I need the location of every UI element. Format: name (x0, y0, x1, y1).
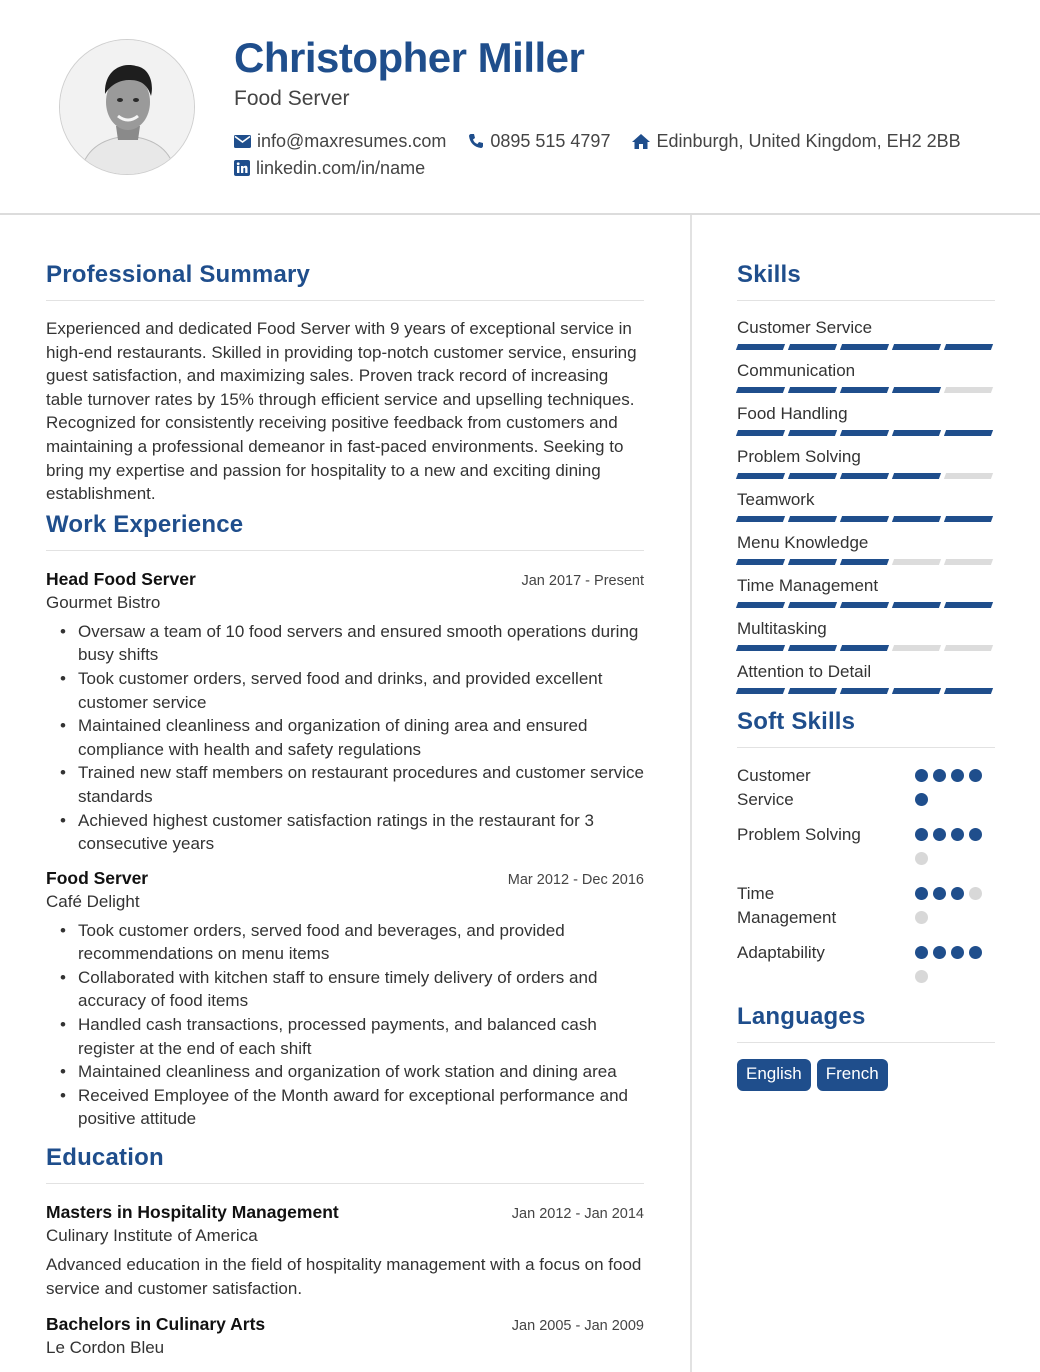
education-heading: Education (46, 1144, 164, 1172)
skill-level-segment (840, 430, 889, 436)
rating-dot (969, 887, 982, 900)
contact-address (632, 131, 960, 152)
email-text: info@maxresumes.com (257, 130, 447, 151)
skill-level-segment (788, 602, 837, 608)
envelope-icon (234, 135, 251, 148)
skill-level-segment (944, 645, 993, 651)
skill-level-segment (736, 559, 785, 565)
job-title: Food Server (46, 867, 149, 888)
skill-level-bar (737, 387, 995, 393)
job-entry (46, 567, 644, 856)
section-divider (46, 1183, 644, 1184)
skill-level-segment (944, 559, 993, 565)
skills-list (737, 317, 995, 704)
skill-level-segment (788, 559, 837, 565)
education-description: Advanced education in the field of hospitality management with a focus on food service and customer satisfaction. (46, 1255, 642, 1298)
language-badge: French (817, 1059, 888, 1091)
rating-dot (951, 946, 964, 959)
skill-level-segment (892, 559, 941, 565)
skill-level-segment (736, 602, 785, 608)
contact-info (234, 130, 1014, 184)
job-bullets (46, 919, 644, 1131)
skill-level-segment (892, 516, 941, 522)
address-text: Edinburgh, United Kingdom, EH2 2BB (656, 130, 961, 151)
job-bullets (46, 620, 644, 856)
skill-name: Menu Knowledge (737, 533, 869, 552)
skill-level-segment (944, 688, 993, 694)
summary-section (46, 258, 644, 506)
education-entry (46, 1200, 644, 1300)
skill-level-segment (840, 602, 889, 608)
soft-skill-name: Time Management (737, 884, 837, 927)
skill-level-bar (737, 688, 995, 694)
skill-level-segment (840, 473, 889, 479)
skill-level-segment (736, 387, 785, 393)
skill-level-segment (840, 344, 889, 350)
summary-heading: Professional Summary (46, 261, 311, 288)
skill-name: Time Management (737, 576, 879, 595)
section-divider (737, 300, 995, 301)
skill-name: Problem Solving (737, 447, 861, 466)
skill-level-segment (788, 516, 837, 522)
candidate-title: Food Server (234, 87, 350, 110)
skill-level-segment (892, 430, 941, 436)
rating-dot (969, 769, 982, 782)
soft-skill-item (737, 941, 995, 994)
skill-level-bar (737, 473, 995, 479)
rating-dot (933, 828, 946, 841)
skill-item (737, 532, 995, 575)
home-icon (632, 134, 650, 149)
education-dates: Jan 2012 - Jan 2014 (511, 1206, 644, 1223)
rating-dot (915, 887, 928, 900)
education-dates: Jan 2005 - Jan 2009 (511, 1318, 644, 1335)
soft-skill-rating (915, 941, 995, 994)
list-item: • Trained new staff members on restaurant procedures and customer service standards (60, 761, 644, 808)
soft-skill-item (737, 882, 995, 935)
skill-level-segment (788, 344, 837, 350)
skill-name: Attention to Detail (737, 662, 872, 681)
list-item: • Took customer orders, served food and beverages, and provided recommendations on menu items (60, 919, 644, 966)
skill-level-segment (840, 387, 889, 393)
rating-dot (969, 946, 982, 959)
phone-icon (468, 133, 484, 149)
job-entry (46, 866, 644, 1131)
rating-dot (915, 828, 928, 841)
soft-skill-name: Customer Service (737, 766, 811, 809)
sidebar-column (737, 258, 995, 1091)
rating-dot (915, 769, 928, 782)
experience-heading: Work Experience (46, 510, 244, 538)
soft-skills-heading: Soft Skills (737, 708, 856, 735)
skill-name: Multitasking (737, 619, 827, 638)
list-item: • Achieved highest customer satisfaction ratings in the restaurant for 3 consecutive years (60, 809, 644, 856)
rating-dot (933, 946, 946, 959)
list-item: • Oversaw a team of 10 food servers and ensured smooth operations during busy shifts (60, 620, 644, 667)
candidate-name: Christopher Miller (234, 34, 585, 81)
education-entry (46, 1312, 644, 1359)
skill-level-bar (737, 559, 995, 565)
skill-item (737, 317, 995, 360)
rating-dot (915, 946, 928, 959)
list-item: • Received Employee of the Month award for exceptional performance and positive attitude (60, 1084, 644, 1131)
skill-level-segment (736, 473, 785, 479)
linkedin-text: linkedin.com/in/name (256, 157, 426, 178)
skill-level-segment (892, 688, 941, 694)
list-item: • Maintained cleanliness and organization of dining area and ensured compliance with health and safety regulations (60, 714, 644, 761)
school-name: Culinary Institute of America (46, 1226, 258, 1246)
languages-heading: Languages (737, 1003, 866, 1030)
rating-dot (915, 852, 928, 865)
experience-section (46, 508, 644, 1131)
skill-name: Teamwork (737, 490, 815, 509)
skill-level-segment (788, 387, 837, 393)
languages-list (737, 1059, 995, 1091)
skill-name: Communication (737, 361, 856, 380)
skill-level-segment (736, 430, 785, 436)
skill-item (737, 618, 995, 661)
contact-email[interactable] (234, 131, 446, 152)
skill-level-segment (736, 645, 785, 651)
skill-level-bar (737, 602, 995, 608)
rating-dot (969, 828, 982, 841)
section-divider (46, 300, 644, 301)
rating-dot (951, 887, 964, 900)
skill-level-segment (840, 688, 889, 694)
section-divider (46, 550, 644, 551)
contact-linkedin[interactable] (234, 158, 425, 179)
skill-level-bar (737, 516, 995, 522)
skill-level-segment (944, 344, 993, 350)
contact-phone[interactable] (468, 131, 610, 152)
skill-item (737, 661, 995, 704)
skill-level-segment (944, 387, 993, 393)
soft-skill-item (737, 823, 995, 876)
section-divider (737, 747, 995, 748)
rating-dot (951, 828, 964, 841)
skill-level-segment (736, 688, 785, 694)
list-item: • Maintained cleanliness and organization of work station and dining area (60, 1060, 644, 1084)
column-divider (690, 215, 692, 1372)
list-item: • Took customer orders, served food and drinks, and provided excellent customer service (60, 667, 644, 714)
job-company: Café Delight (46, 891, 140, 911)
skill-level-segment (736, 344, 785, 350)
rating-dot (915, 793, 928, 806)
soft-skill-rating (915, 764, 995, 817)
rating-dot (933, 887, 946, 900)
phone-text: 0895 515 4797 (490, 130, 611, 151)
soft-skill-item (737, 764, 995, 817)
skill-level-segment (892, 387, 941, 393)
soft-skill-name: Problem Solving (737, 825, 861, 844)
skill-level-segment (788, 473, 837, 479)
linkedin-icon (234, 160, 250, 176)
soft-skills-list (737, 764, 995, 994)
soft-skill-rating (915, 882, 995, 935)
soft-skills-section (737, 705, 995, 994)
skill-level-segment (788, 688, 837, 694)
section-divider (737, 1042, 995, 1043)
language-badge: English (737, 1059, 811, 1091)
job-dates: Jan 2017 - Present (521, 572, 644, 589)
skill-level-bar (737, 430, 995, 436)
rating-dot (951, 769, 964, 782)
skill-level-segment (944, 516, 993, 522)
skill-level-segment (892, 645, 941, 651)
skill-level-segment (840, 559, 889, 565)
skill-item (737, 360, 995, 403)
skill-level-segment (840, 645, 889, 651)
person-avatar-icon (60, 40, 195, 175)
skill-item (737, 575, 995, 618)
main-column (46, 258, 644, 1365)
rating-dot (915, 911, 928, 924)
skills-heading: Skills (737, 261, 801, 288)
skill-item (737, 403, 995, 446)
summary-text: Experienced and dedicated Food Server with 9 years of exceptional service in high-end restaurants. Skilled in providing top-notch customer service, ensuring guest satisfaction, and maximizing sales. Proven track record of increasing table turnover rates by 15% through efficient service and upselling techniques. Recognized for consistently receiving positive feedback from customers and maintaining a professional demeanor in fast-paced environments. Seeking to bring my expertise and passion for hospitality to a new and exciting dining establishment. (46, 319, 637, 504)
skill-item (737, 489, 995, 532)
skill-level-segment (892, 344, 941, 350)
skill-level-bar (737, 645, 995, 651)
job-title: Head Food Server (46, 568, 196, 589)
skill-level-segment (788, 645, 837, 651)
skill-level-segment (840, 516, 889, 522)
skill-level-segment (788, 430, 837, 436)
job-dates: Mar 2012 - Dec 2016 (507, 871, 644, 888)
resume-header (0, 0, 1040, 215)
skills-section (737, 258, 995, 704)
job-company: Gourmet Bistro (46, 592, 161, 612)
skill-level-segment (736, 516, 785, 522)
skill-level-segment (944, 430, 993, 436)
skill-level-segment (944, 473, 993, 479)
degree-title: Bachelors in Culinary Arts (46, 1314, 266, 1335)
soft-skill-name: Adaptability (737, 943, 825, 962)
skill-level-segment (892, 602, 941, 608)
skill-level-bar (737, 344, 995, 350)
rating-dot (933, 769, 946, 782)
languages-section (737, 1000, 995, 1091)
list-item: • Handled cash transactions, processed payments, and balanced cash register at the end of each shift (60, 1013, 644, 1060)
list-item: • Collaborated with kitchen staff to ensure timely delivery of orders and accuracy of food items (60, 966, 644, 1013)
rating-dot (915, 970, 928, 983)
skill-name: Customer Service (737, 318, 873, 337)
skill-level-segment (944, 602, 993, 608)
profile-photo (59, 39, 195, 175)
skill-name: Food Handling (737, 404, 848, 423)
skill-level-segment (892, 473, 941, 479)
education-section (46, 1141, 644, 1359)
soft-skill-rating (915, 823, 995, 876)
skill-item (737, 446, 995, 489)
school-name: Le Cordon Bleu (46, 1338, 165, 1358)
degree-title: Masters in Hospitality Management (46, 1202, 339, 1223)
